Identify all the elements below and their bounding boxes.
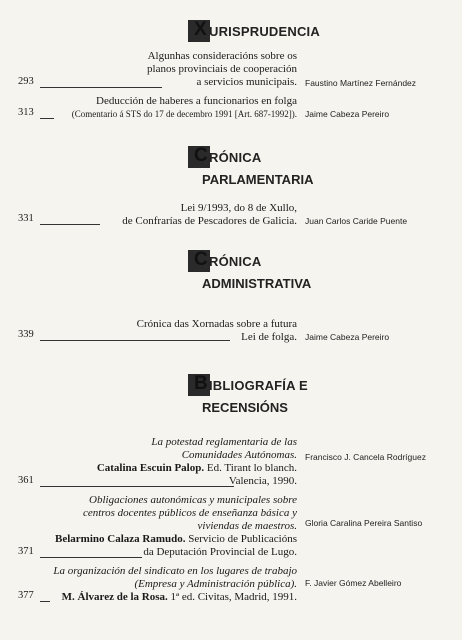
page-number: 339 — [18, 329, 34, 340]
section-initial: C — [194, 249, 208, 270]
leader-rule — [40, 87, 162, 88]
section-title-line2: RECENSIÓNS — [202, 400, 288, 415]
entry-author: F. Javier Gómez Abelleiro — [305, 578, 402, 588]
leader-rule — [40, 486, 234, 487]
bleed-through-text — [300, 98, 302, 107]
leader-rule — [40, 557, 142, 558]
leader-rule — [40, 224, 100, 225]
entry-title: Deducción de haberes a funcionarios en folga (Comentario á STS do 17 de decembro 1991 [Art. 687-1992]). — [71, 95, 297, 119]
leader-rule — [40, 118, 54, 119]
leader-rule — [40, 601, 50, 602]
page-number: 361 — [18, 475, 34, 486]
section-title: IBLIOGRAFÍA E — [209, 378, 308, 393]
page-number: 293 — [18, 76, 34, 87]
entry-author: Jaime Cabeza Pereiro — [305, 332, 390, 342]
entry-author: Faustino Martínez Fernández — [305, 78, 417, 88]
section-title: RÓNICA — [209, 254, 262, 269]
entry-author: Jaime Cabeza Pereiro — [305, 109, 390, 119]
section-title-line2: ADMINISTRATIVA — [202, 276, 312, 291]
entry-title: Crónica das Xornadas sobre a futura Lei de folga. — [136, 318, 297, 343]
entry-title: La potestad reglamentaria de las Comunidades Autónomas. Catalina Escuin Palop. Ed. Tirant lo blanch. Valencia, 1990. — [96, 436, 297, 487]
page-number: 371 — [18, 546, 34, 557]
entry-author: Francisco J. Cancela Rodríguez — [305, 452, 426, 462]
page-number: 331 — [18, 213, 34, 224]
section-initial: C — [194, 145, 208, 166]
section-initial: X — [194, 19, 207, 40]
entry-title: Obligaciones autonómicas y municipales sobre centros docentes públicos de enseñanza básica y viviendas de maestros. Belarmino Calaza Ramudo. Servicio de Publicacións da Deputación Provincial de Lugo. — [55, 494, 297, 558]
page-number: 377 — [18, 590, 34, 601]
entry-author: Gloria Caralina Pereira Santiso — [305, 518, 423, 528]
section-initial: B — [194, 373, 208, 394]
leader-rule — [40, 340, 230, 341]
entry-author: Juan Carlos Caride Puente — [305, 216, 408, 226]
section-title-line2: PARLAMENTARIA — [202, 172, 314, 187]
entry-title: La organización del sindicato en los lugares de trabajo (Empresa y Administración pública). M. Álvarez de la Rosa. 1ª ed. Civitas, Madrid, 1991. — [53, 565, 297, 603]
entry-title: Algunhas consideracións sobre os planos provinciais de cooperación a servicios municipais. — [147, 50, 297, 88]
entry-title: Lei 9/1993, do 8 de Xullo, de Confrarías de Pescadores de Galicia. — [122, 202, 297, 227]
section-title: RÓNICA — [209, 150, 262, 165]
section-title: URISPRUDENCIA — [209, 24, 320, 39]
page-number: 313 — [18, 107, 34, 118]
